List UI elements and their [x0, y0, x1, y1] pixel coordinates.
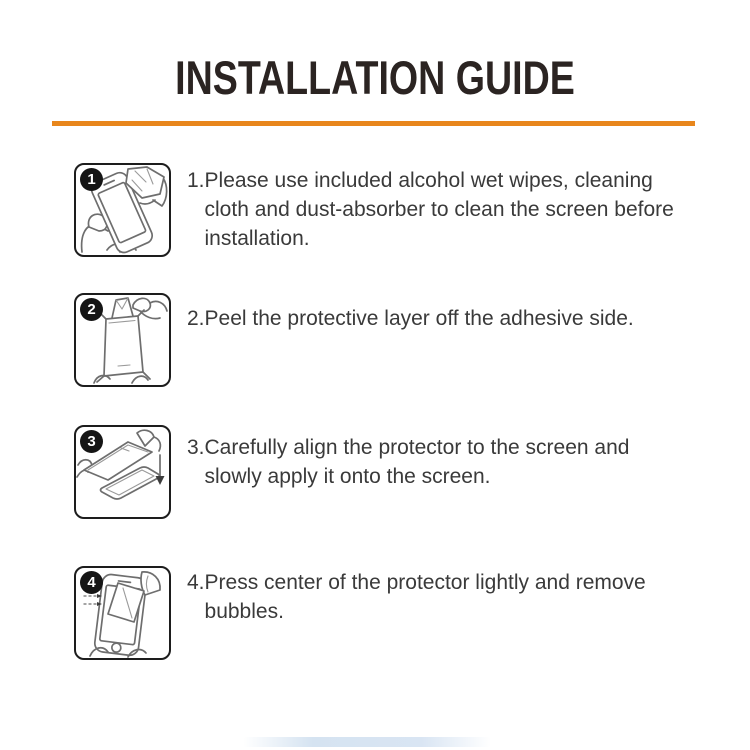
step-1-text: Please use included alcohol wet wipes, cleaning cloth and dust-absorber to clean the screen before installation.	[204, 169, 674, 250]
step-2	[74, 293, 677, 387]
step-2-text: Peel the protective layer off the adhesive side.	[204, 307, 634, 330]
step-2-number-label: 2.	[187, 307, 205, 330]
step-3	[74, 425, 677, 519]
title-divider	[52, 121, 695, 126]
step-4-text: Press center of the protector lightly and remove bubbles.	[204, 571, 646, 623]
step-4	[74, 566, 677, 660]
step-3-number-badge: 3	[80, 430, 103, 453]
step-3-instruction	[187, 425, 677, 491]
step-4-illustration-box	[74, 566, 171, 660]
step-4-number-badge: 4	[80, 571, 103, 594]
page-title: INSTALLATION GUIDE	[175, 51, 575, 104]
step-3-number-label: 3.	[187, 436, 205, 459]
step-4-instruction	[187, 566, 677, 626]
step-3-illustration-box	[74, 425, 171, 519]
bottom-print-smudge	[243, 737, 491, 747]
step-2-instruction	[187, 293, 677, 333]
step-2-number-badge: 2	[80, 298, 103, 321]
step-1-number-badge: 1	[80, 168, 103, 191]
step-2-illustration-box	[74, 293, 171, 387]
step-1-number-label: 1.	[187, 169, 205, 192]
step-1	[74, 163, 677, 257]
step-1-instruction	[187, 163, 677, 253]
step-4-number-label: 4.	[187, 571, 205, 594]
step-3-text: Carefully align the protector to the screen and slowly apply it onto the screen.	[204, 436, 630, 488]
step-1-illustration-box	[74, 163, 171, 257]
